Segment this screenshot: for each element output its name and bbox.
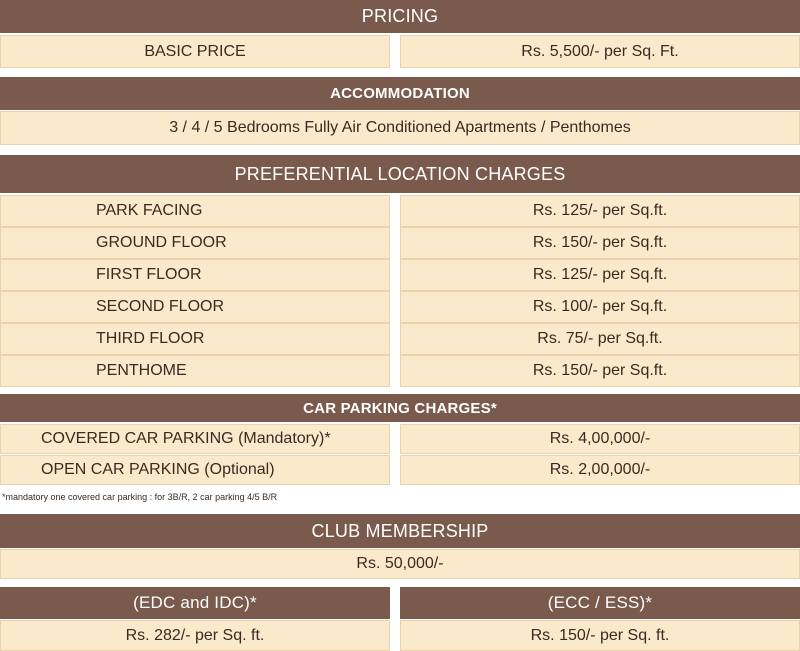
plc-row-label: GROUND FLOOR: [0, 227, 390, 259]
edc-value: Rs. 282/- per Sq. ft.: [0, 620, 390, 651]
parking-header: CAR PARKING CHARGES*: [0, 394, 800, 422]
plc-row-value: Rs. 75/- per Sq.ft.: [400, 323, 800, 355]
edc-header: (EDC and IDC)*: [0, 587, 390, 619]
plc-row-label: THIRD FLOOR: [0, 323, 390, 355]
club-value: Rs. 50,000/-: [0, 549, 800, 579]
plc-row-label: FIRST FLOOR: [0, 259, 390, 291]
parking-row-label: OPEN CAR PARKING (Optional): [0, 455, 390, 485]
basic-price-value: Rs. 5,500/- per Sq. Ft.: [400, 35, 800, 68]
parking-row-value: Rs. 4,00,000/-: [400, 424, 800, 454]
parking-footnote: *mandatory one covered car parking : for 3B/R, 2 car parking 4/5 B/R: [2, 492, 278, 502]
club-header: CLUB MEMBERSHIP: [0, 514, 800, 548]
pricing-header: PRICING: [0, 0, 800, 33]
plc-row-label: PARK FACING: [0, 195, 390, 227]
accommodation-header: ACCOMMODATION: [0, 77, 800, 110]
plc-row-value: Rs. 150/- per Sq.ft.: [400, 355, 800, 387]
ecc-header: (ECC / ESS)*: [400, 587, 800, 619]
basic-price-label: BASIC PRICE: [0, 35, 390, 68]
parking-row-label: COVERED CAR PARKING (Mandatory)*: [0, 424, 390, 454]
plc-row-value: Rs. 150/- per Sq.ft.: [400, 227, 800, 259]
plc-row-value: Rs. 100/- per Sq.ft.: [400, 291, 800, 323]
plc-row-label: PENTHOME: [0, 355, 390, 387]
accommodation-text: 3 / 4 / 5 Bedrooms Fully Air Conditioned Apartments / Penthomes: [0, 111, 800, 145]
parking-row-value: Rs. 2,00,000/-: [400, 455, 800, 485]
ecc-value: Rs. 150/- per Sq. ft.: [400, 620, 800, 651]
plc-row-value: Rs. 125/- per Sq.ft.: [400, 259, 800, 291]
plc-row-value: Rs. 125/- per Sq.ft.: [400, 195, 800, 227]
plc-row-label: SECOND FLOOR: [0, 291, 390, 323]
plc-header: PREFERENTIAL LOCATION CHARGES: [0, 155, 800, 193]
